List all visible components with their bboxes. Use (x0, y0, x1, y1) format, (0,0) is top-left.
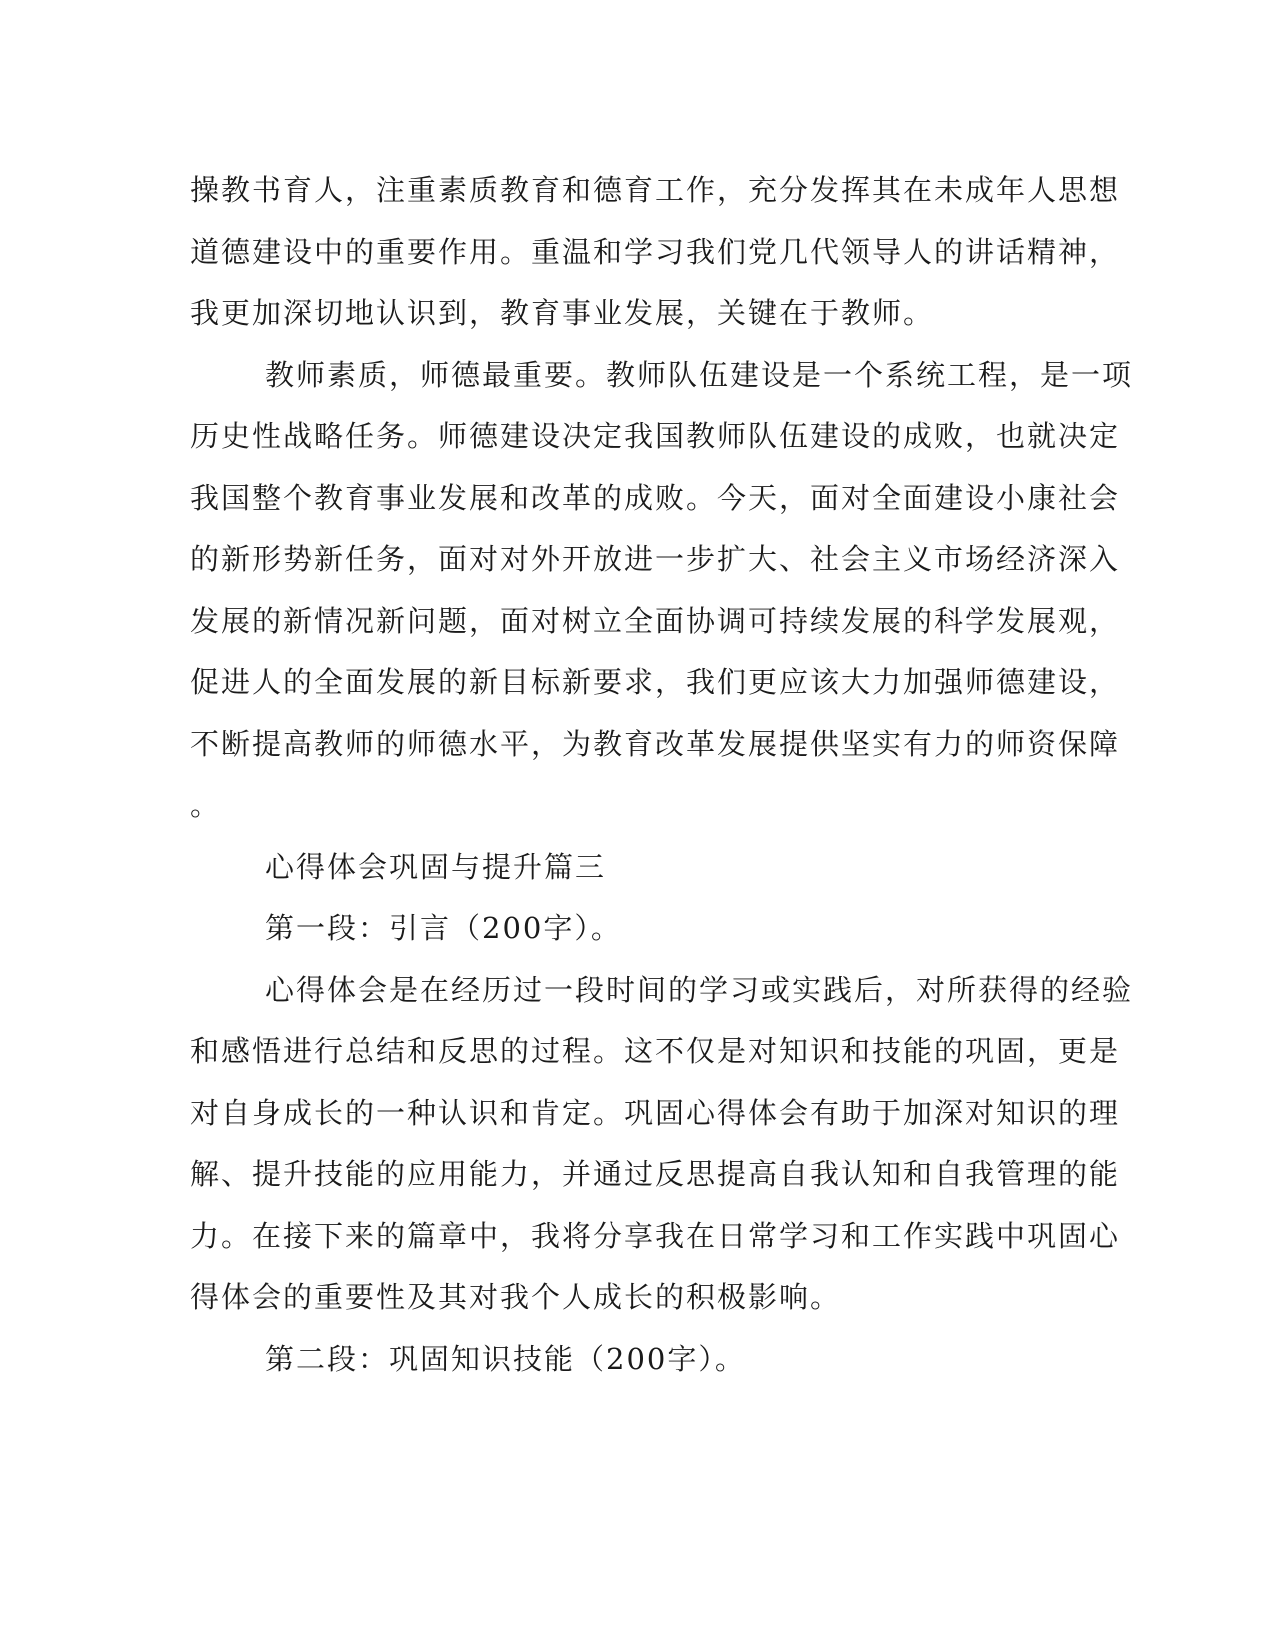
text-line: 我国整个教育事业发展和改革的成败。今天，面对全面建设小康社会 (190, 480, 1121, 515)
paragraph-first-line: 心得体会是在经历过一段时间的学习或实践后，对所获得的经验 (265, 972, 1134, 1007)
text-line: 得体会的重要性及其对我个人成长的积极影响。 (190, 1280, 842, 1314)
text-line: 历史性战略任务。师德建设决定我国教师队伍建设的成败，也就决定 (190, 419, 1121, 453)
text-line: 促进人的全面发展的新目标新要求，我们更应该大力加强师德建设， (190, 665, 1121, 699)
text-line: 和感悟进行总结和反思的过程。这不仅是对知识和技能的巩固，更是 (190, 1034, 1121, 1068)
text-line: 。 (190, 788, 222, 822)
text-line: 我更加深切地认识到，教育事业发展，关键在于教师。 (190, 296, 935, 330)
text-line: 不断提高教师的师德水平，为教育改革发展提供坚实有力的师资保障 (190, 726, 1121, 761)
paragraph-first-line: 教师素质，师德最重要。教师队伍建设是一个系统工程，是一项 (265, 357, 1134, 392)
text-line: 道德建设中的重要作用。重温和学习我们党几代领导人的讲话精神， (190, 234, 1121, 269)
text-line: 发展的新情况新问题，面对树立全面协调可持续发展的科学发展观， (190, 603, 1121, 638)
section-heading: 心得体会巩固与提升篇三 (265, 849, 607, 884)
text-line: 解、提升技能的应用能力，并通过反思提高自我认知和自我管理的能 (190, 1157, 1121, 1191)
subsection-heading: 第一段：引言（200字）。 (265, 911, 622, 945)
text-line: 的新形势新任务，面对对外开放进一步扩大、社会主义市场经济深入 (190, 542, 1121, 576)
document-body (190, 160, 1134, 1390)
text-line: 对自身成长的一种认识和肯定。巩固心得体会有助于加深对知识的理 (190, 1095, 1121, 1130)
text-line: 力。在接下来的篇章中，我将分享我在日常学习和工作实践中巩固心 (190, 1218, 1121, 1253)
subsection-heading: 第二段：巩固知识技能（200字）。 (265, 1341, 746, 1376)
text-line: 操教书育人，注重素质教育和德育工作，充分发挥其在未成年人思想 (190, 173, 1121, 207)
